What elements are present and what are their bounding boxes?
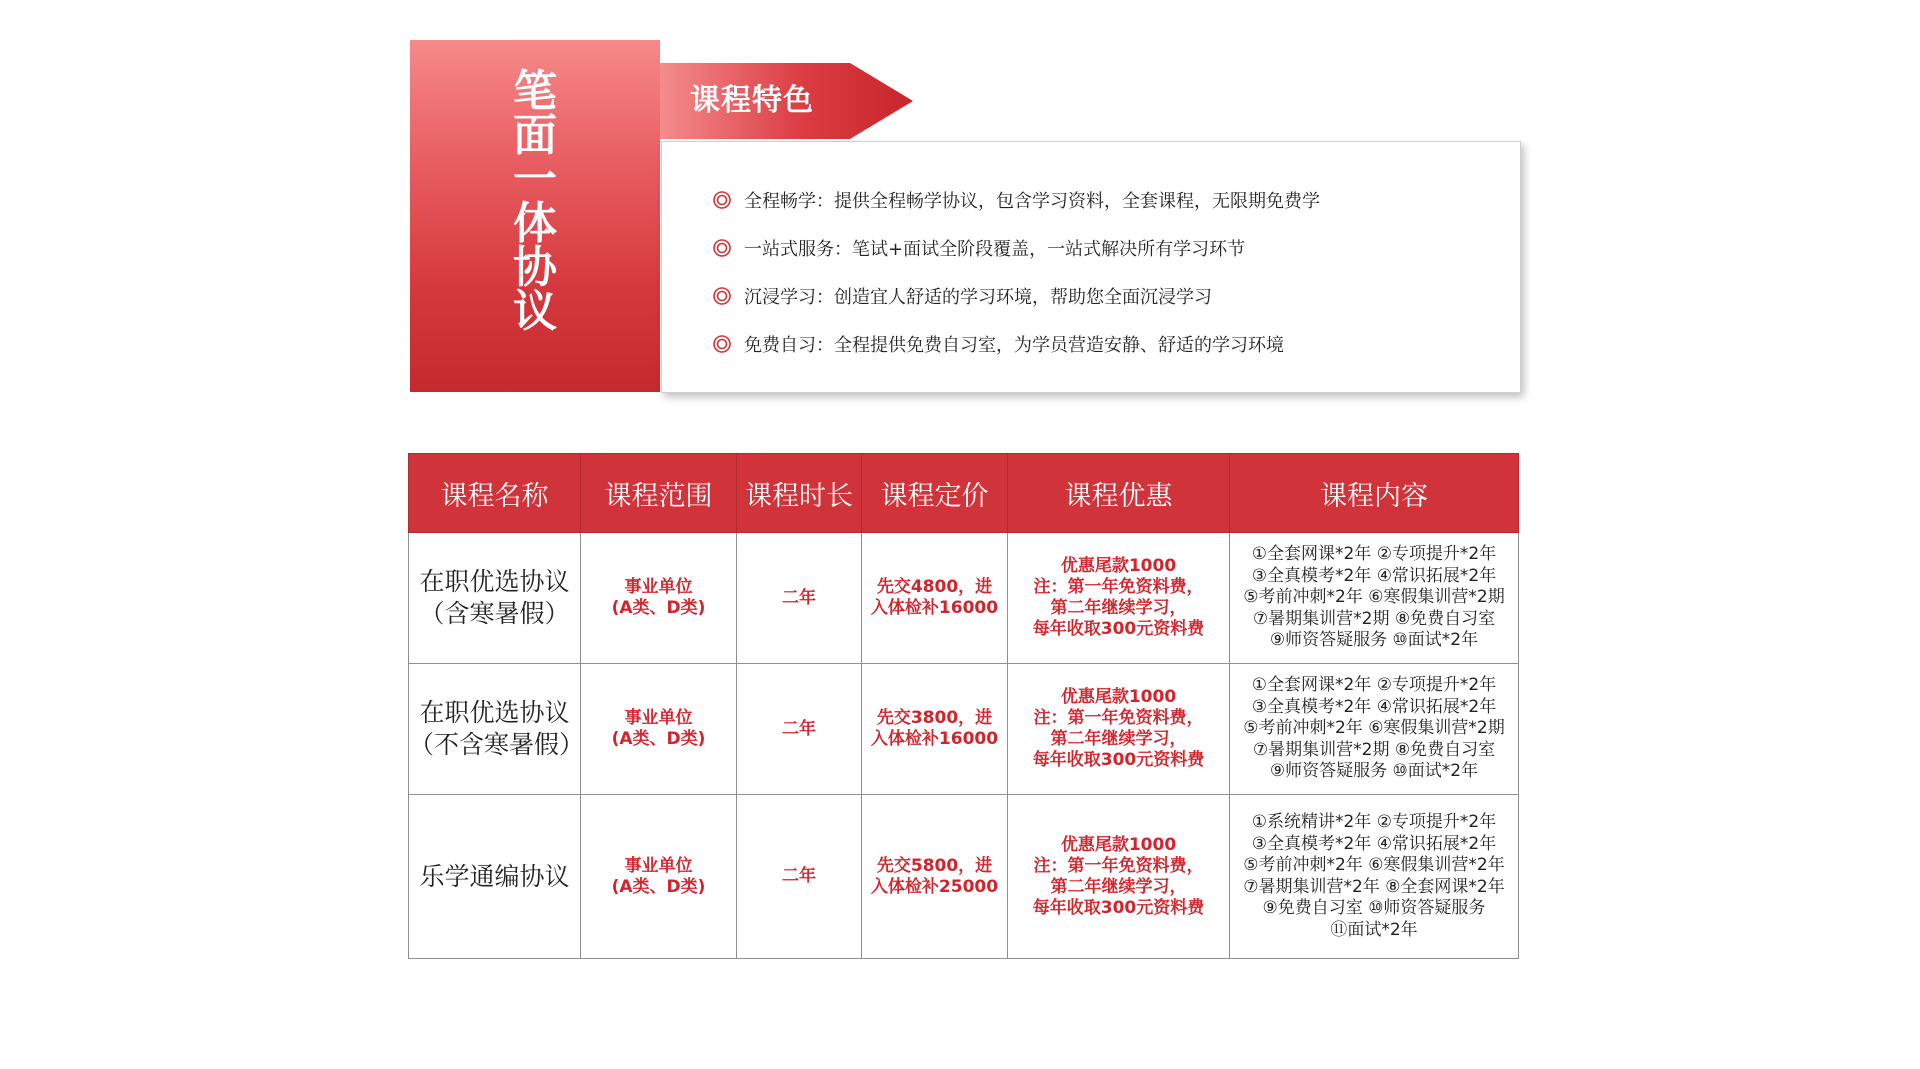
course-content-cell: ①系统精讲*2年 ②专项提升*2年 ③全真模考*2年 ④常识拓展*2年 ⑤考前冲刺*2年 ⑥寒假集训营*2年 ⑦暑期集训营*2年 ⑧全套网课*2年 ⑨免费自习室 ⑩师资答疑服务 ⑪面试*2年 bbox=[1230, 795, 1519, 959]
course-discount-cell: 优惠尾款1000 注：第一年免资料费， 第二年继续学习， 每年收取300元资料费 bbox=[1008, 664, 1230, 795]
table-row bbox=[409, 664, 1519, 795]
feature-text: 免费自习：全程提供免费自习室，为学员营造安静、舒适的学习环境 bbox=[744, 335, 1284, 356]
course-scope-cell: 事业单位 (A类、D类) bbox=[581, 795, 737, 959]
table-row bbox=[409, 533, 1519, 664]
course-content-cell: ①全套网课*2年 ②专项提升*2年 ③全真模考*2年 ④常识拓展*2年 ⑤考前冲刺*2年 ⑥寒假集训营*2期 ⑦暑期集训营*2期 ⑧免费自习室 ⑨师资答疑服务 ⑩面试*2年 bbox=[1230, 664, 1519, 795]
course-scope-cell: 事业单位 (A类、D类) bbox=[581, 664, 737, 795]
double-circle-icon bbox=[712, 190, 732, 210]
double-circle-icon bbox=[712, 238, 732, 258]
course-scope-cell: 事业单位 (A类、D类) bbox=[581, 533, 737, 664]
feature-text: 全程畅学：提供全程畅学协议，包含学习资料，全套课程，无限期免费学 bbox=[744, 191, 1320, 212]
course-content-cell: ①全套网课*2年 ②专项提升*2年 ③全真模考*2年 ④常识拓展*2年 ⑤考前冲刺*2年 ⑥寒假集训营*2期 ⑦暑期集训营*2期 ⑧免费自习室 ⑨师资答疑服务 ⑩面试*2年 bbox=[1230, 533, 1519, 664]
course-features-tag bbox=[660, 63, 913, 139]
feature-tag-label: 课程特色 bbox=[690, 83, 814, 118]
double-circle-icon bbox=[712, 334, 732, 354]
course-name-cell: 在职优选协议 （含寒暑假） bbox=[409, 533, 581, 664]
course-duration-cell: 二年 bbox=[737, 533, 862, 664]
course-duration-cell: 二年 bbox=[737, 795, 862, 959]
double-circle-icon bbox=[712, 286, 732, 306]
course-price-cell: 先交4800，进 入体检补16000 bbox=[862, 533, 1008, 664]
agreement-title-banner bbox=[410, 40, 660, 392]
feature-text: 沉浸学习：创造宜人舒适的学习环境，帮助您全面沉浸学习 bbox=[744, 287, 1212, 308]
header-course-name: 课程名称 bbox=[409, 454, 581, 533]
course-discount-cell: 优惠尾款1000 注：第一年免资料费， 第二年继续学习， 每年收取300元资料费 bbox=[1008, 795, 1230, 959]
course-features-panel bbox=[661, 141, 1521, 393]
course-name-cell: 在职优选协议 （不含寒暑假） bbox=[409, 664, 581, 795]
banner-char: 一 bbox=[513, 154, 557, 205]
header-course-duration: 课程时长 bbox=[737, 454, 862, 533]
course-duration-cell: 二年 bbox=[737, 664, 862, 795]
feature-item bbox=[712, 281, 1212, 311]
course-price-cell: 先交5800，进 入体检补25000 bbox=[862, 795, 1008, 959]
feature-item bbox=[712, 233, 1245, 263]
course-pricing-table bbox=[408, 453, 1519, 959]
banner-char: 体 bbox=[513, 198, 557, 249]
header-course-price: 课程定价 bbox=[862, 454, 1008, 533]
header-course-scope: 课程范围 bbox=[581, 454, 737, 533]
banner-char: 协 bbox=[513, 242, 557, 293]
header-course-content: 课程内容 bbox=[1230, 454, 1519, 533]
feature-item bbox=[712, 329, 1284, 359]
banner-char: 议 bbox=[513, 286, 557, 337]
course-discount-cell: 优惠尾款1000 注：第一年免资料费， 第二年继续学习， 每年收取300元资料费 bbox=[1008, 533, 1230, 664]
course-price-cell: 先交3800，进 入体检补16000 bbox=[862, 664, 1008, 795]
table-row bbox=[409, 795, 1519, 959]
feature-item bbox=[712, 185, 1320, 215]
course-name-cell: 乐学通编协议 bbox=[409, 795, 581, 959]
banner-char: 笔 bbox=[513, 66, 557, 117]
table-header-row bbox=[409, 454, 1519, 533]
header-course-discount: 课程优惠 bbox=[1008, 454, 1230, 533]
feature-text: 一站式服务：笔试+面试全阶段覆盖，一站式解决所有学习环节 bbox=[744, 239, 1246, 260]
banner-char: 面 bbox=[513, 110, 557, 161]
